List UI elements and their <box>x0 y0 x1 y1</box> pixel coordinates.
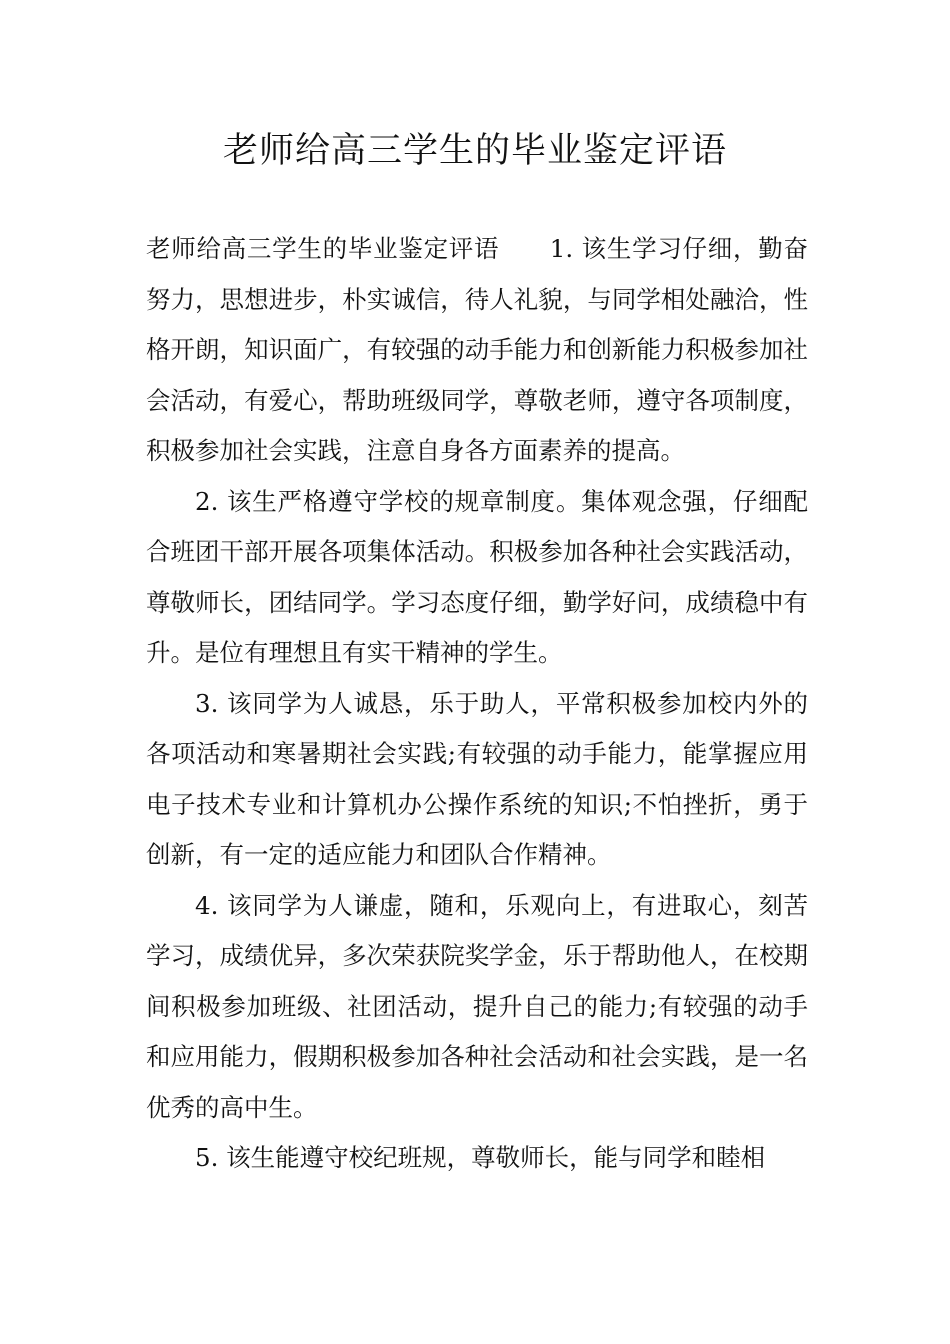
document-title: 老师给高三学生的毕业鉴定评语 <box>222 131 727 171</box>
document-body <box>146 224 808 1184</box>
paragraph-3: 3. 该同学为人诚恳，乐于助人，平常积极参加校内外的各项活动和寒暑期社会实践;有较强的动手能力，能掌握应用电子技术专业和计算机办公操作系统的知识;不怕挫折，勇于创新，有一定的适应能力和团队合作精神。 <box>146 688 808 869</box>
paragraph-intro-1: 老师给高三学生的毕业鉴定评语 1. 该生学习仔细，勤奋努力，思想进步，朴实诚信，待人礼貌，与同学相处融洽，性格开朗，知识面广，有较强的动手能力和创新能力积极参加社会活动，有爱心，帮助班级同学，尊敬老师，遵守各项制度，积极参加社会实践，注意自身各方面素养的提高。 <box>146 234 808 465</box>
paragraph-2: 2. 该生严格遵守学校的规章制度。集体观念强，仔细配合班团干部开展各项集体活动。积极参加各种社会实践活动，尊敬师长，团结同学。学习态度仔细，勤学好问，成绩稳中有升。是位有理想且有实干精神的学生。 <box>146 486 808 667</box>
paragraph-4: 4. 该同学为人谦虚，随和，乐观向上，有进取心，刻苦学习，成绩优异，多次荣获院奖学金，乐于帮助他人，在校期间积极参加班级、社团活动，提升自己的能力;有较强的动手和应用能力，假期积极参加各种社会活动和社会实践，是一名优秀的高中生。 <box>146 890 808 1122</box>
paragraph-5: 5. 该生能遵守校纪班规，尊敬师长，能与同学和睦相 <box>195 1143 766 1172</box>
